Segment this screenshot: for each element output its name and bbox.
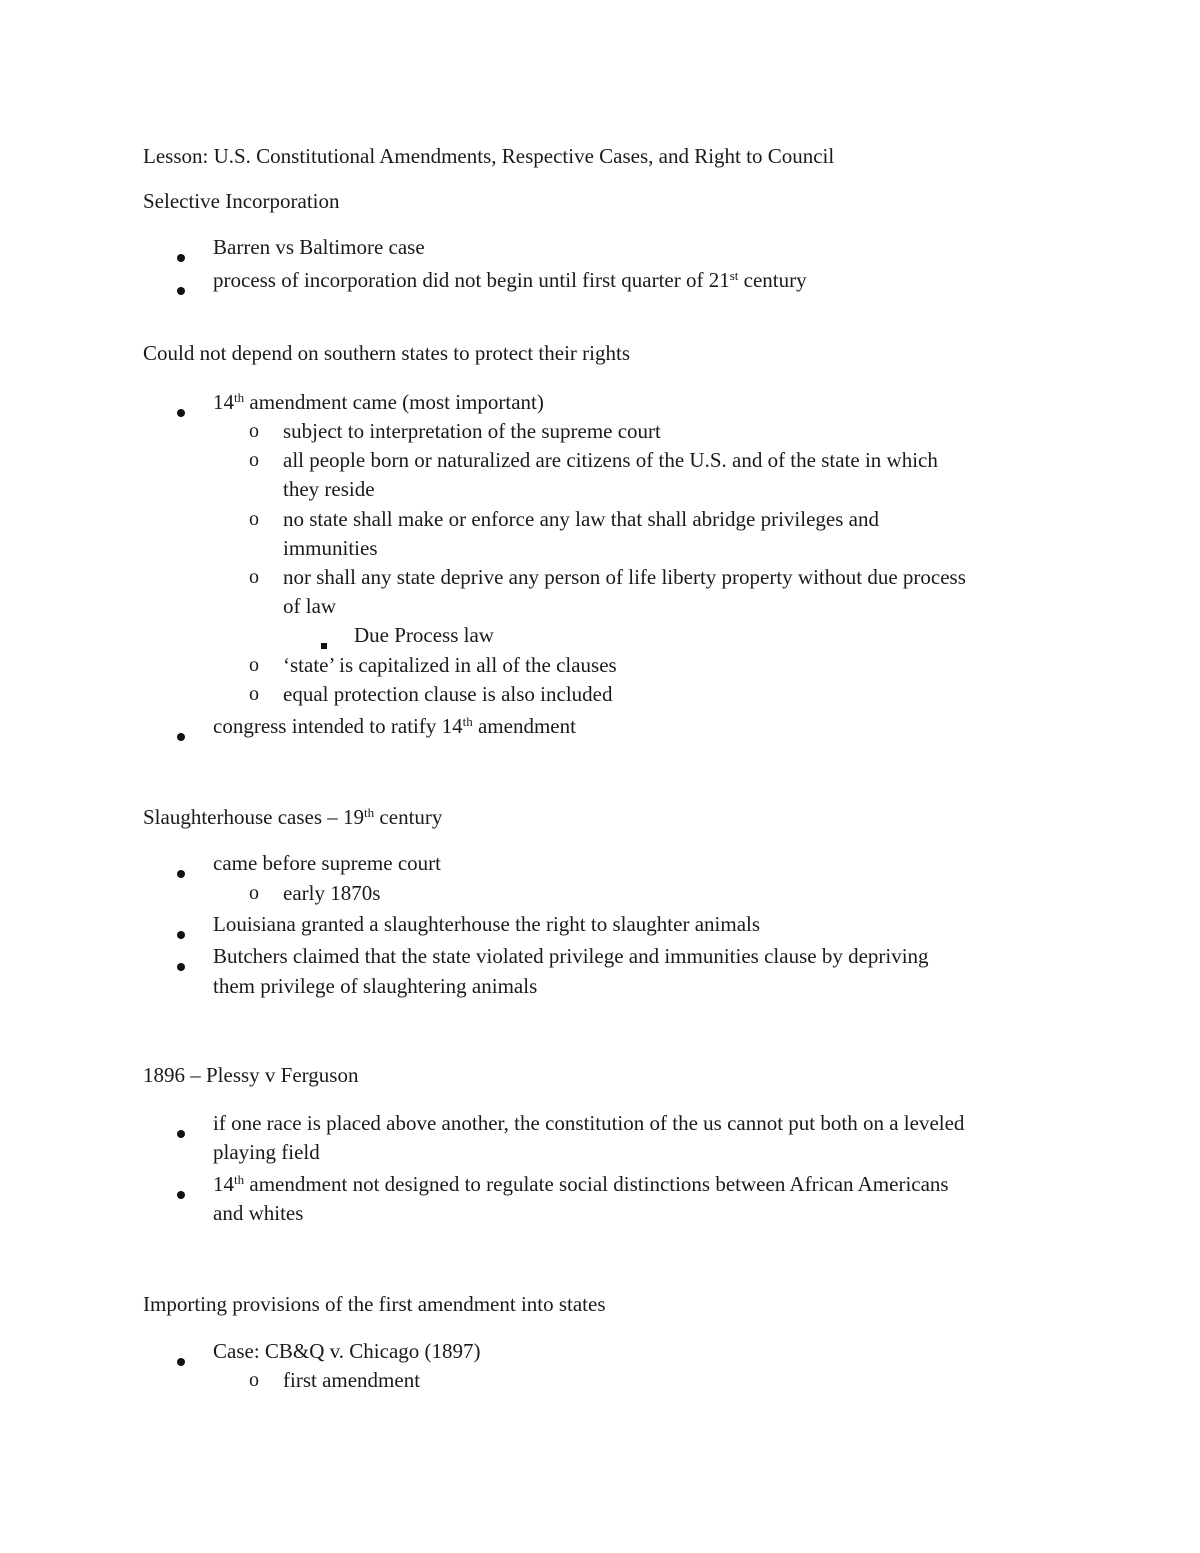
list-item: equal protection clause is also included xyxy=(283,682,613,706)
bullet-icon xyxy=(177,722,185,747)
bullet-icon xyxy=(177,859,185,884)
list-item: early 1870s xyxy=(283,881,381,905)
list-item: subject to interpretation of the supreme court xyxy=(283,419,661,443)
bullet-icon xyxy=(177,1180,185,1205)
bullet-icon xyxy=(177,952,185,977)
circle-bullet-icon: o xyxy=(249,654,259,676)
bullet-icon xyxy=(177,920,185,945)
bullet-icon xyxy=(177,398,185,423)
list-item: Due Process law xyxy=(354,623,494,647)
bullet-icon xyxy=(177,1347,185,1372)
list-item-continuation: they reside xyxy=(283,477,375,501)
list-item: Case: CB&Q v. Chicago (1897) xyxy=(213,1339,481,1363)
list-item: all people born or naturalized are citizens of the U.S. and of the state in which xyxy=(283,448,938,472)
list-item: if one race is placed above another, the constitution of the us cannot put both on a leveled xyxy=(213,1111,965,1135)
list-item-continuation: them privilege of slaughtering animals xyxy=(213,974,538,998)
section-heading: Could not depend on southern states to protect their rights xyxy=(143,341,630,365)
circle-bullet-icon: o xyxy=(249,882,259,904)
section-heading: Slaughterhouse cases – 19th century xyxy=(143,805,443,829)
circle-bullet-icon: o xyxy=(249,420,259,442)
list-item: congress intended to ratify 14th amendment xyxy=(213,714,576,738)
list-item-continuation: immunities xyxy=(283,536,378,560)
page-title: Lesson: U.S. Constitutional Amendments, Respective Cases, and Right to Council xyxy=(143,144,835,168)
circle-bullet-icon: o xyxy=(249,566,259,588)
list-item: Louisiana granted a slaughterhouse the right to slaughter animals xyxy=(213,912,761,936)
section-heading: 1896 – Plessy v Ferguson xyxy=(143,1063,359,1087)
list-item: Barren vs Baltimore case xyxy=(213,235,425,259)
list-item-continuation: and whites xyxy=(213,1201,304,1225)
list-item: no state shall make or enforce any law that shall abridge privileges and xyxy=(283,507,879,531)
list-item-continuation: playing field xyxy=(213,1140,320,1164)
circle-bullet-icon: o xyxy=(249,508,259,530)
list-item: ‘state’ is capitalized in all of the clauses xyxy=(283,653,617,677)
circle-bullet-icon: o xyxy=(249,1369,259,1391)
bullet-icon xyxy=(177,276,185,301)
circle-bullet-icon: o xyxy=(249,449,259,471)
list-item: process of incorporation did not begin until first quarter of 21st century xyxy=(213,268,807,292)
list-item: Butchers claimed that the state violated privilege and immunities clause by depriving xyxy=(213,944,929,968)
list-item: 14th amendment not designed to regulate social distinctions between African Americans xyxy=(213,1172,949,1196)
bullet-icon xyxy=(177,243,185,268)
bullet-icon xyxy=(177,1119,185,1144)
list-item: 14th amendment came (most important) xyxy=(213,390,544,414)
list-item-continuation: of law xyxy=(283,594,337,618)
list-item: first amendment xyxy=(283,1368,421,1392)
section-heading: Selective Incorporation xyxy=(143,189,340,213)
list-item: came before supreme court xyxy=(213,851,441,875)
circle-bullet-icon: o xyxy=(249,683,259,705)
section-heading: Importing provisions of the first amendment into states xyxy=(143,1292,606,1316)
list-item: nor shall any state deprive any person of life liberty property without due process xyxy=(283,565,966,589)
